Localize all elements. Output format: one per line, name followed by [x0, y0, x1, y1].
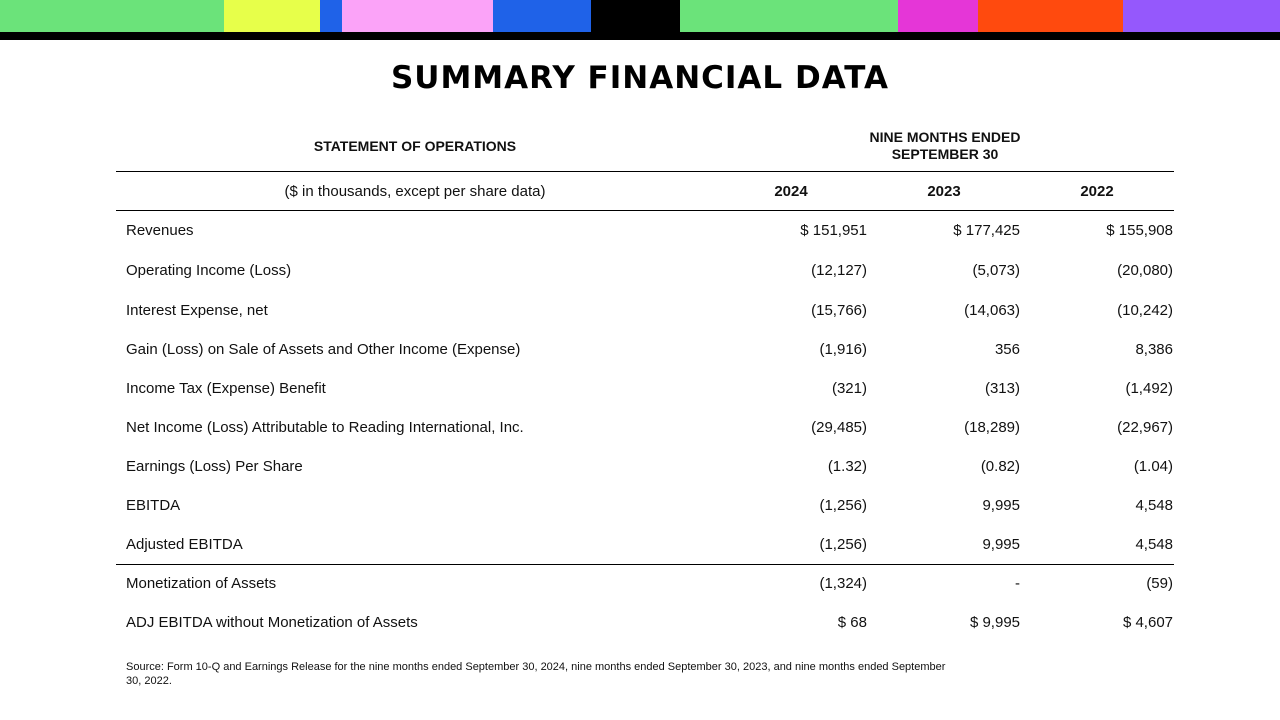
value-2024: (321)	[831, 380, 867, 397]
value-2022: (10,242)	[1117, 302, 1173, 319]
row-label: EBITDA	[126, 497, 181, 514]
top-color-bar	[0, 0, 1280, 32]
value-2023: (0.82)	[980, 458, 1020, 475]
value-2022: (1,492)	[1125, 380, 1173, 397]
table-row-income-tax	[116, 380, 1174, 404]
color-bar-segment	[0, 0, 224, 32]
row-label: Revenues	[126, 222, 194, 239]
color-bar-segment	[591, 0, 680, 32]
header-bottom-rule	[116, 210, 1174, 211]
value-2023: (18,289)	[964, 419, 1020, 436]
row-label: Adjusted EBITDA	[126, 536, 243, 553]
value-2023: 9,995	[982, 536, 1020, 553]
value-2022: $ 4,607	[1122, 614, 1173, 631]
table-row-revenues	[116, 222, 1174, 246]
value-2024: $ 68	[837, 614, 867, 631]
value-2023: (5,073)	[972, 262, 1020, 279]
row-label: Gain (Loss) on Sale of Assets and Other Income (Expense)	[126, 341, 521, 358]
table-row-net-income	[116, 419, 1174, 443]
row-label: Income Tax (Expense) Benefit	[126, 380, 326, 397]
period-header	[790, 129, 1100, 163]
color-bar-segment	[342, 0, 493, 32]
value-2023: -	[1015, 575, 1020, 592]
year-header-2023: 2023	[927, 183, 961, 200]
value-2024: (1,916)	[819, 341, 867, 358]
row-label: Interest Expense, net	[126, 302, 268, 319]
color-bar-segment	[320, 0, 342, 32]
value-2024: (12,127)	[811, 262, 867, 279]
value-2024: (1.32)	[827, 458, 867, 475]
value-2024: (1,256)	[819, 536, 867, 553]
period-header-line1: NINE MONTHS ENDED	[869, 129, 1021, 145]
table-row-adjusted-ebitda	[116, 536, 1174, 560]
table-row-operating-income	[116, 262, 1174, 286]
value-2022: (20,080)	[1117, 262, 1173, 279]
value-2024: $ 151,951	[800, 222, 867, 239]
period-header-line2: SEPTEMBER 30	[891, 146, 999, 162]
value-2022: 4,548	[1135, 536, 1173, 553]
value-2023: (14,063)	[964, 302, 1020, 319]
page-title: SUMMARY FINANCIAL DATA	[390, 60, 890, 96]
table-row-monetization	[116, 575, 1174, 599]
year-header-2024: 2024	[774, 183, 808, 200]
table-row-adj-ebitda-ex-monetization	[116, 614, 1174, 638]
table-row-interest-expense	[116, 302, 1174, 326]
value-2023: $ 9,995	[969, 614, 1020, 631]
source-footnote: Source: Form 10-Q and Earnings Release for the nine months ended September 30, 2024, nine months ended September 30, 2023, and nine months ended September 30, 2022.	[126, 661, 946, 687]
table-top-rule	[116, 171, 1174, 172]
value-2024: (1,256)	[819, 497, 867, 514]
value-2023: 9,995	[982, 497, 1020, 514]
color-bar-segment	[978, 0, 1123, 32]
color-bar-segment	[493, 0, 591, 32]
value-2022: (59)	[1146, 575, 1173, 592]
value-2022: 4,548	[1135, 497, 1173, 514]
value-2022: (22,967)	[1117, 419, 1173, 436]
table-row-gain-loss-assets	[116, 341, 1174, 365]
row-label: Earnings (Loss) Per Share	[126, 458, 303, 475]
value-2024: (1,324)	[819, 575, 867, 592]
table-row-ebitda	[116, 497, 1174, 521]
subtotal-rule	[116, 564, 1174, 565]
row-label: Net Income (Loss) Attributable to Reading International, Inc.	[126, 419, 524, 436]
value-2024: (15,766)	[811, 302, 867, 319]
value-2024: (29,485)	[811, 419, 867, 436]
value-2023: $ 177,425	[953, 222, 1020, 239]
row-label: Monetization of Assets	[126, 575, 277, 592]
value-2022: (1.04)	[1133, 458, 1173, 475]
units-note: ($ in thousands, except per share data)	[284, 183, 546, 200]
color-bar-segment	[898, 0, 978, 32]
value-2023: 356	[994, 341, 1020, 358]
value-2022: $ 155,908	[1106, 222, 1173, 239]
year-header-2022: 2022	[1080, 183, 1114, 200]
row-label: Operating Income (Loss)	[126, 262, 292, 279]
color-bar-segment	[1123, 0, 1280, 32]
color-bar-segment	[680, 0, 898, 32]
value-2023: (313)	[984, 380, 1020, 397]
color-bar-segment	[224, 0, 320, 32]
value-2022: 8,386	[1135, 341, 1173, 358]
header-divider	[0, 32, 1280, 40]
table-row-eps	[116, 458, 1174, 482]
row-label: ADJ EBITDA without Monetization of Assets	[126, 614, 418, 631]
statement-header: STATEMENT OF OPERATIONS	[313, 138, 517, 154]
